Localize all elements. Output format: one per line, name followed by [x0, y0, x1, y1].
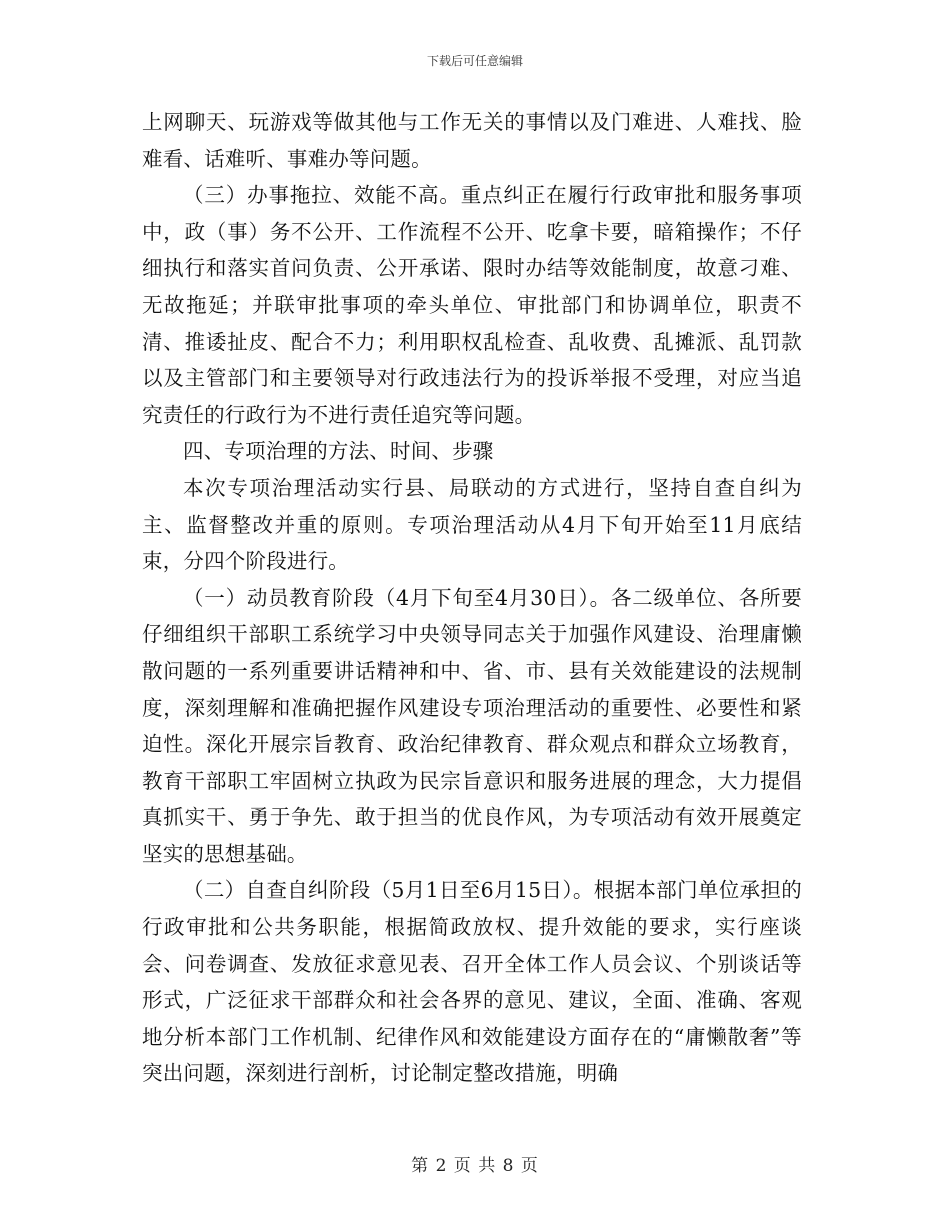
paragraph-stage-1: （一）动员教育阶段（4月下旬至4月30日）。各二级单位、各所要仔细组织干部职工系统学习中央领导同志关于加强作风建设、治理庸懒散问题的一系列重要讲话精神和中、省、市、县有关效能建设的法规制度，深刻理解和准确把握作风建设专项治理活动的重要性、必要性和紧迫性。深化开展宗旨教育、政治纪律教育、群众观点和群众立场教育，教育干部职工牢固树立执政为民宗旨意识和服务进展的理念，大力提倡真抓实干、勇于争先、敢于担当的优良作风，为专项活动有效开展奠定坚实的思想基础。: [142, 585, 802, 866]
page-number: 第 2 页 共 8 页: [411, 1156, 539, 1176]
paragraph-section-3: （三）办事拖拉、效能不高。重点纠正在履行行政审批和服务事项中，政（事）务不公开、工作流程不公开、吃拿卡要，暗箱操作；不仔细执行和落实首问负责、公开承诺、限时办结等效能制度，故意刁难、无故拖延；并联审批事项的牵头单位、审批部门和协调单位，职责不清、推诿扯皮、配合不力；利用职权乱检查、乱收费、乱摊派、乱罚款以及主管部门和主要领导对行政违法行为的投诉举报不受理，对应当追究责任的行政行为不进行责任追究等问题。: [142, 183, 802, 427]
section-heading-4: 四、专项治理的方法、时间、步骤: [183, 439, 494, 464]
paragraph-method-overview: 本次专项治理活动实行县、局联动的方式进行，坚持自查自纠为主、监督整改并重的原则。专项治理活动从4月下旬开始至11月底结束，分四个阶段进行。: [142, 475, 802, 574]
paragraph-continuation: 上网聊天、玩游戏等做其他与工作无关的事情以及门难进、人难找、脸难看、话难听、事难办等问题。: [142, 110, 802, 171]
page-header: 下载后可任意编辑: [426, 54, 523, 68]
document-body: [142, 104, 802, 1092]
paragraph-stage-2: （二）自查自纠阶段（5月1日至6月15日）。根据本部门单位承担的行政审批和公共务职能，根据简政放权、提升效能的要求，实行座谈会、问卷调查、发放征求意见表、召开全体工作人员会议、个别谈话等形式，广泛征求干部群众和社会各界的意见、建议，全面、准确、客观地分析本部门工作机制、纪律作风和效能建设方面存在的“庸懒散奢”等突出问题，深刻进行剖析，讨论制定整改措施，明确: [142, 878, 802, 1086]
